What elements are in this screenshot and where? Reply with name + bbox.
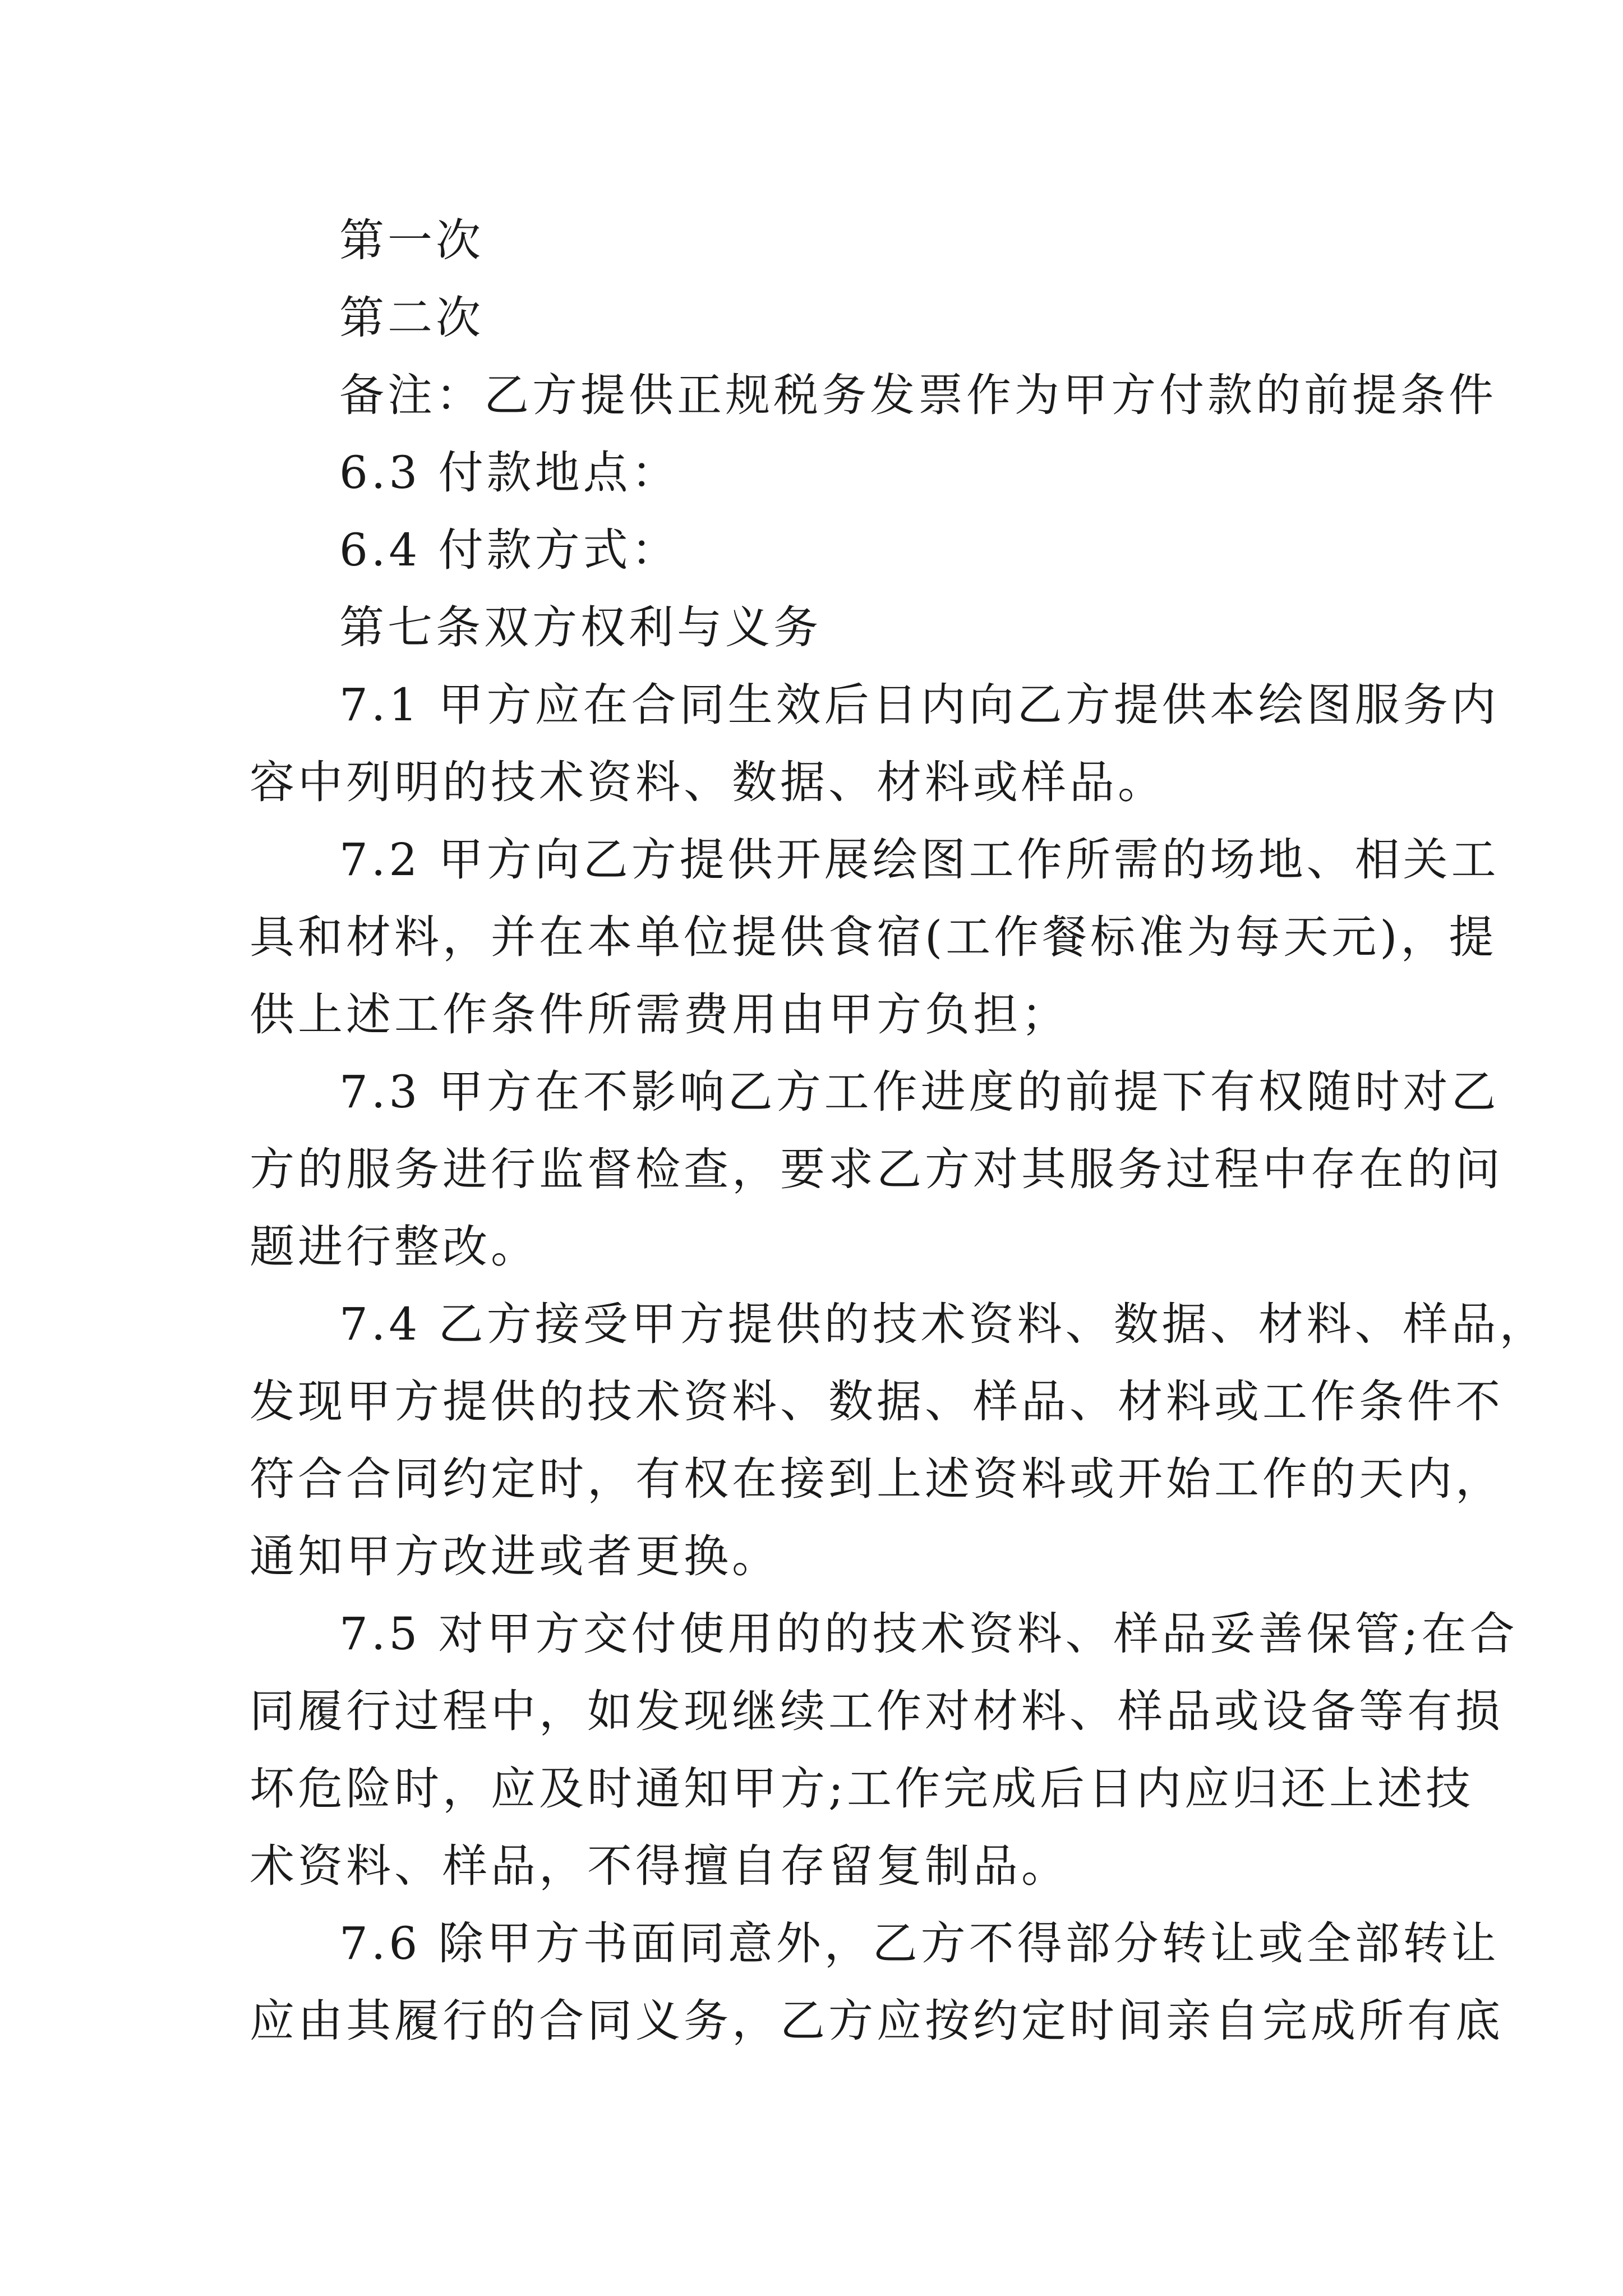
clause-line: 通知甲方改进或者更换。 (250, 1530, 780, 1582)
clause-line: 7.3 甲方在不影响乙方工作进度的前提下有权随时对乙 (339, 1066, 1500, 1118)
document-body (250, 202, 1548, 2060)
clause-line: 术资料、样品，不得擅自存留复制品。 (250, 1840, 1069, 1892)
clause-line: 发现甲方提供的技术资料、数据、样品、材料或工作条件不 (250, 1375, 1504, 1428)
clause-7-5 (250, 1595, 1518, 1905)
clause-line: 供上述工作条件所需费用由甲方负担； (250, 988, 1069, 1041)
clause-line: 坏危险时，应及时通知甲方;工作完成后日内应归还上述技 (250, 1763, 1474, 1815)
clause-7-1 (250, 666, 1500, 821)
clause-7-3 (250, 1053, 1504, 1286)
payment-location-line: 6.3 付款地点： (339, 447, 680, 499)
clause-7-2 (250, 821, 1500, 1053)
clause-line: 同履行过程中，如发现继续工作对材料、样品或设备等有损 (250, 1685, 1504, 1737)
clause-line: 7.2 甲方向乙方提供开展绘图工作所需的场地、相关工 (339, 834, 1500, 886)
payment-note-line: 备注：乙方提供正规税务发票作为甲方付款的前提条件 (339, 369, 1497, 421)
clause-line: 容中列明的技术资料、数据、材料或样品。 (250, 756, 1166, 808)
payment-second-line: 第二次 (339, 292, 484, 344)
clause-line: 7.4 乙方接受甲方提供的技术资料、数据、材料、样品， (339, 1298, 1548, 1350)
clause-line: 具和材料，并在本单位提供食宿(工作餐标准为每天元)，提 (250, 911, 1497, 963)
clause-line: 方的服务进行监督检查，要求乙方对其服务过程中存在的问 (250, 1143, 1504, 1195)
clause-line: 题进行整改。 (250, 1221, 539, 1273)
payment-method-line: 6.4 付款方式： (339, 524, 680, 576)
clause-7-4 (250, 1286, 1548, 1595)
clause-line: 7.1 甲方应在合同生效后日内向乙方提供本绘图服务内 (339, 679, 1500, 731)
clause-line: 符合合同约定时，有权在接到上述资料或开始工作的天内， (250, 1453, 1504, 1505)
payment-first-line: 第一次 (339, 214, 484, 266)
clause-line: 7.6 除甲方书面同意外，乙方不得部分转让或全部转让 (339, 1917, 1500, 1970)
clause-line: 应由其履行的合同义务，乙方应按约定时间亲自完成所有底 (250, 1995, 1504, 2047)
clause-7-6 (250, 1905, 1504, 2060)
clause-line: 7.5 对甲方交付使用的的技术资料、样品妥善保管;在合 (339, 1608, 1518, 1660)
section-title: 第七条双方权利与义务 (339, 601, 822, 654)
